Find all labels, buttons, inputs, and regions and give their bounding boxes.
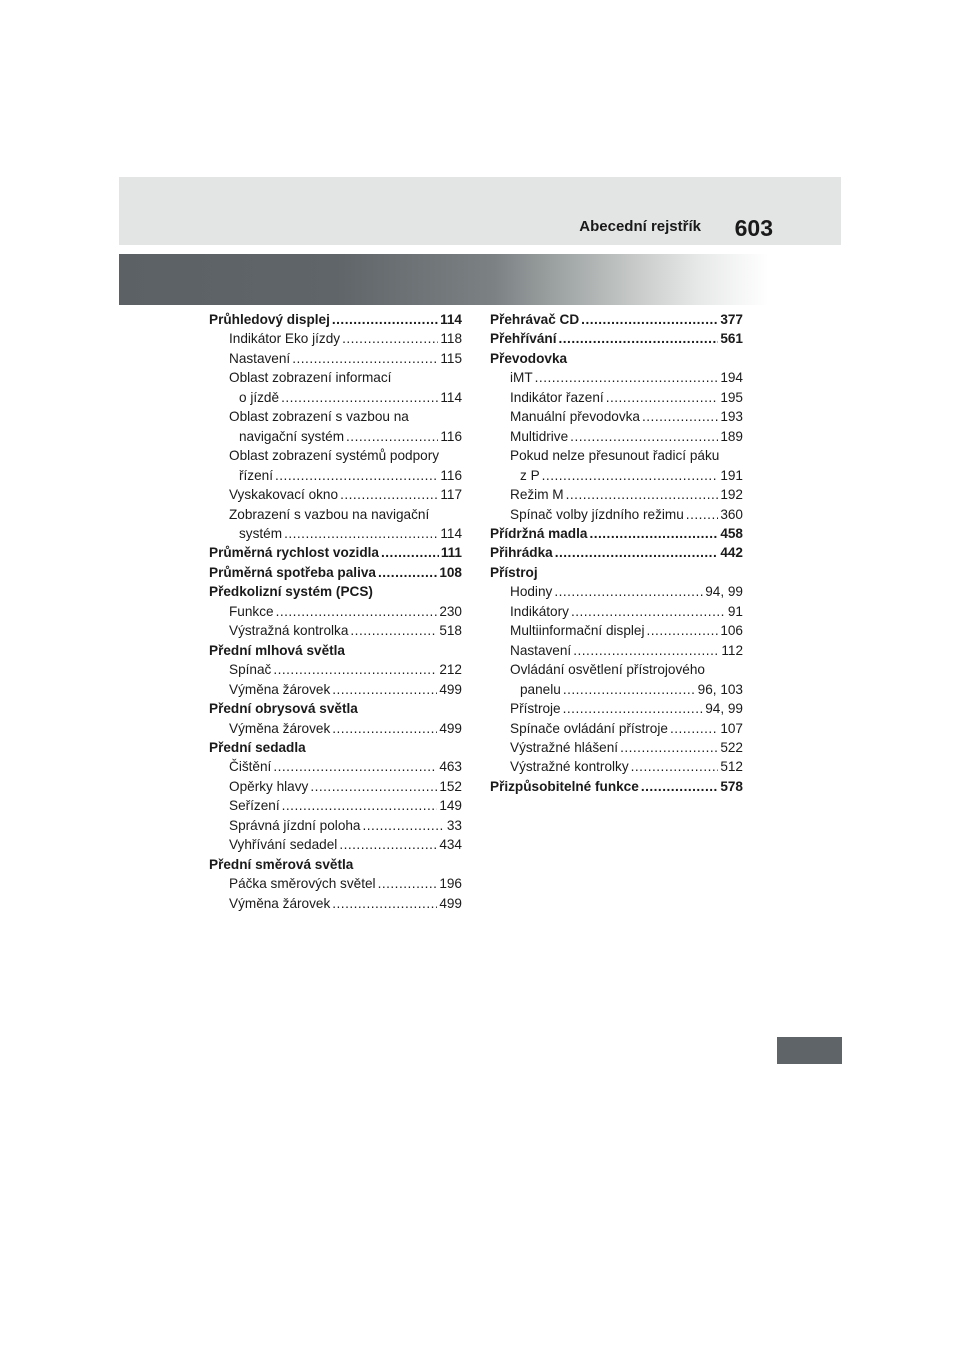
index-subentry (209, 816, 462, 835)
dot-leader (284, 524, 438, 543)
entry-page-number: 191 (720, 467, 743, 483)
index-heading: Přední obrysová světla (209, 701, 358, 717)
entry-page-number: 561 (720, 331, 743, 347)
entry-page-number: 94, 99 (705, 584, 743, 600)
entry-label: řízení (239, 467, 273, 483)
dot-leader (641, 777, 719, 796)
index-subentry (490, 427, 743, 446)
entry-page-number: 91 (727, 603, 743, 619)
dot-leader (292, 349, 438, 368)
entry-page-number: 463 (439, 759, 462, 775)
entry-label: Přihrádka (490, 545, 553, 561)
entry-page-number: 116 (440, 428, 462, 444)
dot-leader (542, 466, 719, 485)
dot-leader (332, 894, 437, 913)
entry-label: Manuální převodovka (510, 409, 640, 425)
index-heading: Přední směrová světla (209, 856, 354, 872)
index-subentry (209, 602, 462, 621)
entry-page-number: 458 (720, 525, 743, 541)
index-subentry-line: Oblast zobrazení s vazbou na (229, 409, 409, 425)
entry-page-number: 114 (440, 312, 462, 327)
entry-page-number: 194 (720, 370, 743, 386)
entry-page-number: 94, 99 (705, 701, 743, 717)
index-subentry (209, 524, 462, 543)
entry-page-number: 499 (439, 720, 462, 736)
index-entry (490, 310, 743, 329)
entry-label: panelu (520, 681, 561, 697)
index-entry (490, 777, 743, 796)
entry-label: Vyhřívání sedadel (229, 837, 338, 853)
entry-page-number: 152 (439, 778, 462, 794)
index-heading: Přední sedadla (209, 739, 306, 755)
index-subentry (490, 757, 743, 776)
index-subentry (490, 407, 743, 426)
dot-leader (310, 777, 437, 796)
entry-label: Přídržná madla (490, 525, 588, 541)
index-heading: Předkolizní systém (PCS) (209, 584, 373, 600)
entry-page-number: 195 (720, 389, 743, 405)
index-subentry (490, 388, 743, 407)
entry-label: Páčka směrových světel (229, 876, 376, 892)
entry-page-number: 499 (439, 895, 462, 911)
dot-leader (381, 543, 439, 562)
dot-leader (363, 816, 445, 835)
entry-label: Průhledový displej (209, 312, 330, 327)
index-subentry (209, 757, 462, 776)
entry-page-number: 499 (439, 681, 462, 697)
index-entry (490, 543, 743, 562)
dot-leader (378, 563, 437, 582)
entry-label: Výstražná kontrolka (229, 623, 349, 639)
entry-page-number: 512 (720, 759, 743, 775)
index-heading: Přístroj (490, 564, 538, 580)
dot-leader (342, 329, 438, 348)
entry-label: Výměna žárovek (229, 895, 331, 911)
entry-label: Nastavení (229, 350, 291, 366)
dot-leader (273, 757, 437, 776)
entry-page-number: 360 (720, 506, 743, 522)
entry-page-number: 106 (720, 623, 743, 639)
index-subentry (209, 388, 462, 407)
entry-label: Indikátor řazení (510, 389, 604, 405)
index-subentry (209, 894, 462, 913)
index-subentry (209, 427, 462, 446)
index-subentry-line: Zobrazení s vazbou na navigační (229, 506, 430, 522)
index-subentry-line: Pokud nelze přesunout řadicí páku (510, 448, 720, 464)
dot-leader (378, 874, 438, 893)
entry-label: Režim M (510, 487, 564, 503)
entry-label: Hodiny (510, 584, 553, 600)
entry-page-number: 230 (439, 603, 462, 619)
entry-page-number: 193 (720, 409, 743, 425)
dot-leader (555, 543, 719, 562)
dot-leader (340, 485, 438, 504)
index-entry (209, 563, 462, 582)
dot-leader (276, 602, 438, 621)
dot-leader (670, 719, 718, 738)
dot-leader (589, 524, 718, 543)
index-entry (209, 543, 462, 562)
entry-label: systém (239, 525, 283, 541)
entry-label: Indikátory (510, 603, 569, 619)
entry-label: navigační systém (239, 428, 345, 444)
entry-label: Vyskakovací okno (229, 487, 339, 503)
index-subentry (490, 582, 743, 601)
entry-label: Průměrná spotřeba paliva (209, 564, 376, 580)
entry-page-number: 112 (721, 642, 743, 658)
dot-leader (332, 719, 437, 738)
index-heading: Převodovka (490, 350, 568, 366)
dot-leader (606, 388, 719, 407)
index-subentry (209, 660, 462, 679)
index-subentry-line: Ovládání osvětlení přístrojového (510, 662, 705, 678)
entry-label: Přístroje (510, 701, 561, 717)
entry-label: o jízdě (239, 389, 280, 405)
index-entry (490, 329, 743, 348)
decorative-gradient-bar (119, 254, 841, 305)
index-subentry (209, 796, 462, 815)
index-entry (209, 310, 462, 329)
index-subentry (490, 485, 743, 504)
index-subentry (209, 485, 462, 504)
index-column-left (209, 310, 462, 913)
dot-leader (646, 621, 718, 640)
entry-page-number: 111 (440, 545, 462, 561)
dot-leader (332, 310, 438, 329)
index-subentry (490, 680, 743, 699)
dot-leader (566, 485, 719, 504)
entry-label: Výstražné hlášení (510, 739, 619, 755)
index-subentry (209, 719, 462, 738)
entry-label: Správná jízdní poloha (229, 817, 361, 833)
thumb-index-tab (777, 1037, 842, 1064)
entry-page-number: 434 (439, 837, 462, 853)
entry-page-number: 212 (439, 662, 462, 678)
dot-leader (282, 796, 438, 815)
entry-page-number: 578 (720, 778, 743, 794)
index-subentry (490, 466, 743, 485)
entry-label: Průměrná rychlost vozidla (209, 545, 379, 561)
entry-label: iMT (510, 370, 533, 386)
index-subentry (209, 874, 462, 893)
index-subentry (209, 835, 462, 854)
index-subentry (490, 738, 743, 757)
entry-page-number: 107 (720, 720, 743, 736)
entry-label: Multidrive (510, 428, 569, 444)
section-title: Abecední rejstřík (579, 218, 701, 235)
dot-leader (581, 310, 718, 329)
entry-label: Multiinformační displej (510, 623, 645, 639)
dot-leader (273, 660, 437, 679)
entry-page-number: 189 (720, 428, 743, 444)
index-subentry (209, 349, 462, 368)
entry-label: Přizpůsobitelné funkce (490, 778, 639, 794)
dot-leader (573, 641, 719, 660)
entry-label: Výměna žárovek (229, 681, 331, 697)
dot-leader (275, 466, 438, 485)
entry-page-number: 114 (440, 389, 462, 405)
index-subentry (490, 621, 743, 640)
entry-page-number: 149 (439, 798, 462, 814)
dot-leader (642, 407, 718, 426)
entry-label: Funkce (229, 603, 274, 619)
index-subentry-line: Oblast zobrazení systémů podpory (229, 448, 440, 464)
dot-leader (559, 329, 719, 348)
entry-label: Opěrky hlavy (229, 778, 309, 794)
entry-page-number: 115 (440, 350, 462, 366)
index-heading: Přední mlhová světla (209, 642, 345, 658)
dot-leader (535, 368, 719, 387)
dot-leader (570, 427, 718, 446)
entry-page-number: 118 (440, 331, 462, 347)
index-subentry (209, 680, 462, 699)
index-subentry (490, 602, 743, 621)
entry-label: Nastavení (510, 642, 572, 658)
entry-label: Spínače ovládání přístroje (510, 720, 668, 736)
index-subentry (209, 777, 462, 796)
dot-leader (631, 757, 719, 776)
index-subentry-line: Oblast zobrazení informací (229, 370, 392, 386)
index-subentry (490, 699, 743, 718)
dot-leader (563, 680, 696, 699)
entry-page-number: 116 (440, 467, 462, 483)
dot-leader (281, 388, 438, 407)
index-subentry (490, 368, 743, 387)
index-subentry (490, 505, 743, 524)
dot-leader (571, 602, 726, 621)
entry-page-number: 117 (440, 487, 462, 503)
dot-leader (686, 505, 719, 524)
entry-page-number: 518 (439, 623, 462, 639)
index-subentry (490, 719, 743, 738)
dot-leader (563, 699, 704, 718)
entry-label: Výstražné kontrolky (510, 759, 629, 775)
page-number: 603 (734, 215, 773, 241)
entry-page-number: 108 (439, 564, 462, 580)
entry-page-number: 442 (720, 545, 743, 561)
index-entry (490, 524, 743, 543)
entry-label: Čištění (229, 759, 272, 775)
entry-label: Přehrávač CD (490, 312, 580, 327)
entry-page-number: 114 (440, 525, 462, 541)
dot-leader (332, 680, 437, 699)
dot-leader (620, 738, 718, 757)
entry-page-number: 96, 103 (697, 681, 743, 697)
index-column-right (490, 310, 743, 796)
index-subentry (209, 466, 462, 485)
dot-leader (339, 835, 437, 854)
header-band (119, 177, 841, 245)
entry-label: Výměna žárovek (229, 720, 331, 736)
entry-page-number: 522 (720, 739, 743, 755)
entry-label: Spínač volby jízdního režimu (510, 506, 684, 522)
entry-page-number: 33 (446, 817, 462, 833)
index-subentry (209, 329, 462, 348)
entry-label: Seřízení (229, 798, 280, 814)
entry-label: Přehřívání (490, 331, 557, 347)
dot-leader (346, 427, 438, 446)
index-subentry (490, 641, 743, 660)
dot-leader (350, 621, 437, 640)
entry-page-number: 377 (720, 312, 743, 327)
entry-label: z P (520, 467, 540, 483)
entry-label: Spínač (229, 662, 272, 678)
entry-label: Indikátor Eko jízdy (229, 331, 341, 347)
dot-leader (554, 582, 703, 601)
entry-page-number: 196 (439, 876, 462, 892)
index-subentry (209, 621, 462, 640)
entry-page-number: 192 (720, 487, 743, 503)
